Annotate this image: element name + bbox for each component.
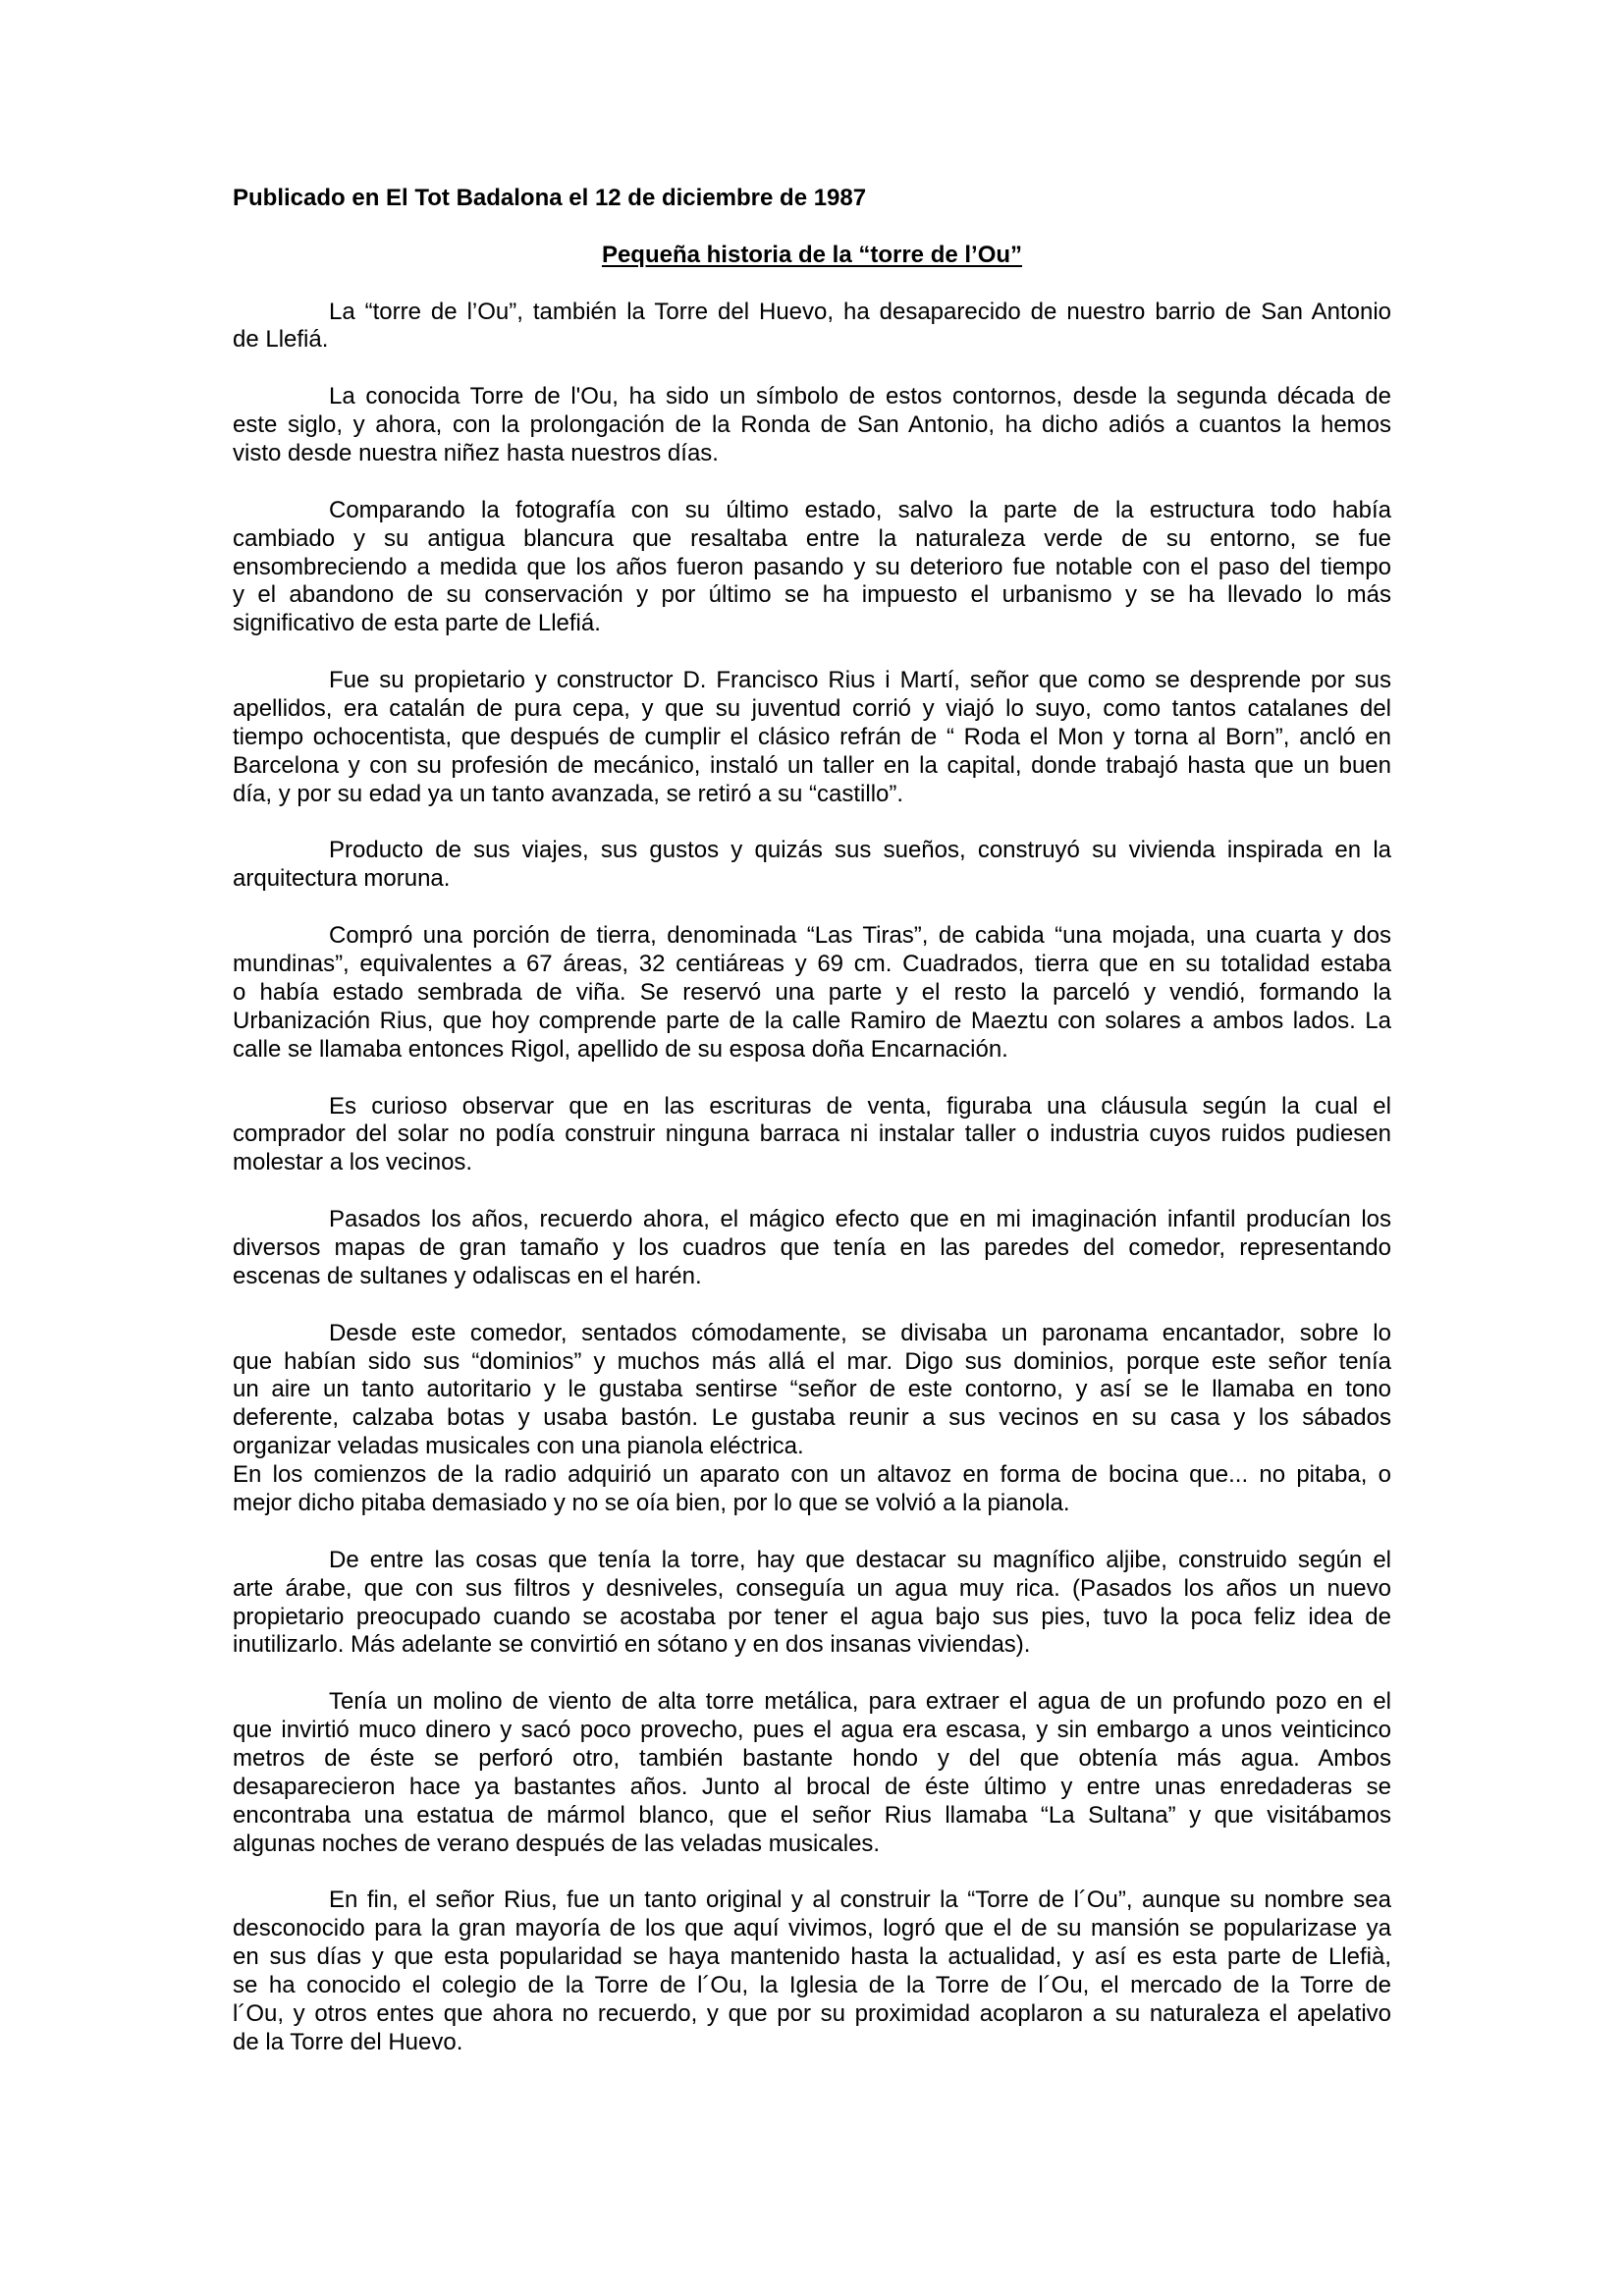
publication-note: Publicado en El Tot Badalona el 12 de diciembre de 1987 xyxy=(233,185,867,211)
paragraph-line: un aire un tanto autoritario y le gustaba sentirse “señor de este contorno, y así se le llamaba en tono xyxy=(233,1376,1391,1403)
paragraph-line: arquitectura moruna. xyxy=(233,865,451,893)
paragraph xyxy=(233,1688,1391,1858)
paragraph-line: Barcelona y con su profesión de mecánico, instaló un taller en la capital, donde trabajó hasta que un buen xyxy=(233,751,1391,779)
paragraph-line: calle se llamaba entonces Rigol, apellido de su esposa doña Encarnación. xyxy=(233,1035,1008,1063)
paragraph-line: Comparando la fotografía con su último estado, salvo la parte de la estructura todo había xyxy=(329,496,1391,523)
paragraph xyxy=(233,1547,1391,1661)
paragraph-line: o había estado sembrada de viña. Se reservó una parte y el resto la parceló y vendió, formando la xyxy=(233,978,1391,1006)
article-title: Pequeña historia de la “torre de l’Ou” xyxy=(601,241,1023,268)
paragraph-line: Producto de sus viajes, sus gustos y quizás sus sueños, construyó su vivienda inspirada en la xyxy=(329,837,1391,864)
paragraph-line: De entre las cosas que tenía la torre, hay que destacar su magnífico aljibe, construido según el xyxy=(329,1546,1391,1573)
paragraph-line: mejor dicho pitaba demasiado y no se oía bien, por lo que se volvió a la pianola. xyxy=(233,1489,1070,1516)
paragraph xyxy=(233,299,1391,355)
paragraph-line: encontraba una estatua de mármol blanco, que el señor Rius llamaba “La Sultana” y que visitábamos xyxy=(233,1801,1391,1829)
paragraph-line: inutilizarlo. Más adelante se convirtió en sótano y en dos insanas viviendas). xyxy=(233,1631,1031,1659)
paragraph-line: y el abandono de su conservación y por último se ha impuesto el urbanismo y se ha llevado lo más xyxy=(233,581,1391,609)
paragraph-line: molestar a los vecinos. xyxy=(233,1149,473,1176)
paragraph xyxy=(233,383,1391,468)
paragraph-line: metros de éste se perforó otro, también bastante hondo y del que obtenía más agua. Ambos xyxy=(233,1744,1391,1772)
paragraph-line: La conocida Torre de l'Ou, ha sido un símbolo de estos contornos, desde la segunda década de xyxy=(329,383,1391,410)
paragraph-line: en sus días y que esta popularidad se haya mantenido hasta la actualidad, y así es esta parte de Llefià, xyxy=(233,1943,1391,1971)
paragraph-line: Fue su propietario y constructor D. Francisco Rius i Martí, señor que como se desprende por sus xyxy=(329,667,1391,694)
paragraph-line: En los comienzos de la radio adquirió un aparato con un altavoz en forma de bocina que... no pitaba, o xyxy=(233,1461,1391,1489)
paragraph-line: se ha conocido el colegio de la Torre de l´Ou, la Iglesia de la Torre de l´Ou, el mercado de la Torre de xyxy=(233,1972,1391,1999)
paragraph xyxy=(233,1320,1391,1518)
paragraph-line: escenas de sultanes y odaliscas en el harén. xyxy=(233,1262,702,1289)
paragraph-line: de la Torre del Huevo. xyxy=(233,2028,463,2055)
paragraph xyxy=(233,667,1391,808)
document-page xyxy=(233,185,1391,2057)
paragraph xyxy=(233,837,1391,894)
paragraph-line: que invirtió muco dinero y sacó poco provecho, pues el agua era escasa, y sin embargo a unos veinticinco xyxy=(233,1717,1391,1744)
paragraph-line: diversos mapas de gran tamaño y los cuadros que tenía en las paredes del comedor, representando xyxy=(233,1233,1391,1261)
paragraph-line: Desde este comedor, sentados cómodamente, se divisaba un paronama encantador, sobre lo xyxy=(329,1319,1391,1346)
paragraph xyxy=(233,922,1391,1064)
paragraph-line: En fin, el señor Rius, fue un tanto original y al construir la “Torre de l´Ou”, aunque su nombre sea xyxy=(329,1886,1391,1914)
paragraph-line: Tenía un molino de viento de alta torre metálica, para extraer el agua de un profundo pozo en el xyxy=(329,1688,1391,1716)
paragraph-line: apellidos, era catalán de pura cepa, y que su juventud corrió y viajó lo suyo, como tantos catalanes del xyxy=(233,695,1391,723)
paragraph xyxy=(233,1093,1391,1178)
paragraph-line: deferente, calzaba botas y usaba bastón. Le gustaba reunir a sus vecinos en su casa y los sábados xyxy=(233,1404,1391,1432)
paragraph-line: cambiado y su antigua blancura que resaltaba entre la naturaleza verde de su entorno, se fue xyxy=(233,524,1391,552)
paragraph-line: La “torre de l’Ou”, también la Torre del Huevo, ha desaparecido de nuestro barrio de San Antonio xyxy=(329,298,1391,325)
paragraph-line: algunas noches de verano después de las veladas musicales. xyxy=(233,1830,881,1857)
paragraph xyxy=(233,497,1391,638)
paragraph-line: Es curioso observar que en las escrituras de venta, figuraba una cláusula según la cual el xyxy=(329,1092,1391,1120)
paragraph-line: organizar veladas musicales con una pianola eléctrica. xyxy=(233,1433,804,1460)
paragraph-line: propietario preocupado cuando se acostaba por tener el agua bajo sus pies, tuvo la poca feliz idea de xyxy=(233,1603,1391,1630)
article-body xyxy=(233,299,1391,2057)
paragraph-line: comprador del solar no podía construir ninguna barraca ni instalar taller o industria cuyos ruidos pudiesen xyxy=(233,1121,1391,1148)
paragraph-line: desaparecieron hace ya bastantes años. Junto al brocal de éste último y entre unas enredaderas se xyxy=(233,1773,1391,1800)
paragraph-line: Pasados los años, recuerdo ahora, el mágico efecto que en mi imaginación infantil producían los xyxy=(329,1206,1391,1233)
paragraph-line: Urbanización Rius, que hoy comprende parte de la calle Ramiro de Maeztu con solares a ambos lados. La xyxy=(233,1007,1391,1034)
paragraph-line: arte árabe, que con sus filtros y desniveles, conseguía un agua muy rica. (Pasados los años un nuevo xyxy=(233,1574,1391,1602)
paragraph-line: mundinas”, equivalentes a 67 áreas, 32 centiáreas y 69 cm. Cuadrados, tierra que en su totalidad estaba xyxy=(233,951,1391,978)
title-row xyxy=(233,242,1391,270)
paragraph-line: l´Ou, y otros entes que ahora no recuerdo, y que por su proximidad acoplaron a su naturaleza el apelativo xyxy=(233,2000,1391,2027)
paragraph-line: que habían sido sus “dominios” y muchos más allá el mar. Digo sus dominios, porque este señor tenía xyxy=(233,1347,1391,1375)
paragraph xyxy=(233,1886,1391,2056)
paragraph-line: significativo de esta parte de Llefiá. xyxy=(233,610,601,637)
paragraph-line: Compró una porción de tierra, denominada “Las Tiras”, de cabida “una mojada, una cuarta y dos xyxy=(329,922,1391,950)
paragraph-line: día, y por su edad ya un tanto avanzada, se retiró a su “castillo”. xyxy=(233,780,904,807)
paragraph-line: tiempo ochocentista, que después de cumplir el clásico refrán de “ Roda el Mon y torna al Born”, ancló en xyxy=(233,723,1391,750)
paragraph-line: visto desde nuestra niñez hasta nuestros días. xyxy=(233,440,719,467)
paragraph-line: desconocido para la gran mayoría de los que aquí vivimos, logró que el de su mansión se popularizase ya xyxy=(233,1915,1391,1942)
paragraph-line: de Llefiá. xyxy=(233,326,329,354)
paragraph xyxy=(233,1206,1391,1291)
paragraph-line: este siglo, y ahora, con la prolongación de la Ronda de San Antonio, ha dicho adiós a cuantos la hemos xyxy=(233,411,1391,439)
paragraph-line: ensombreciendo a medida que los años fueron pasando y su deterioro fue notable con el paso del tiempo xyxy=(233,553,1391,580)
